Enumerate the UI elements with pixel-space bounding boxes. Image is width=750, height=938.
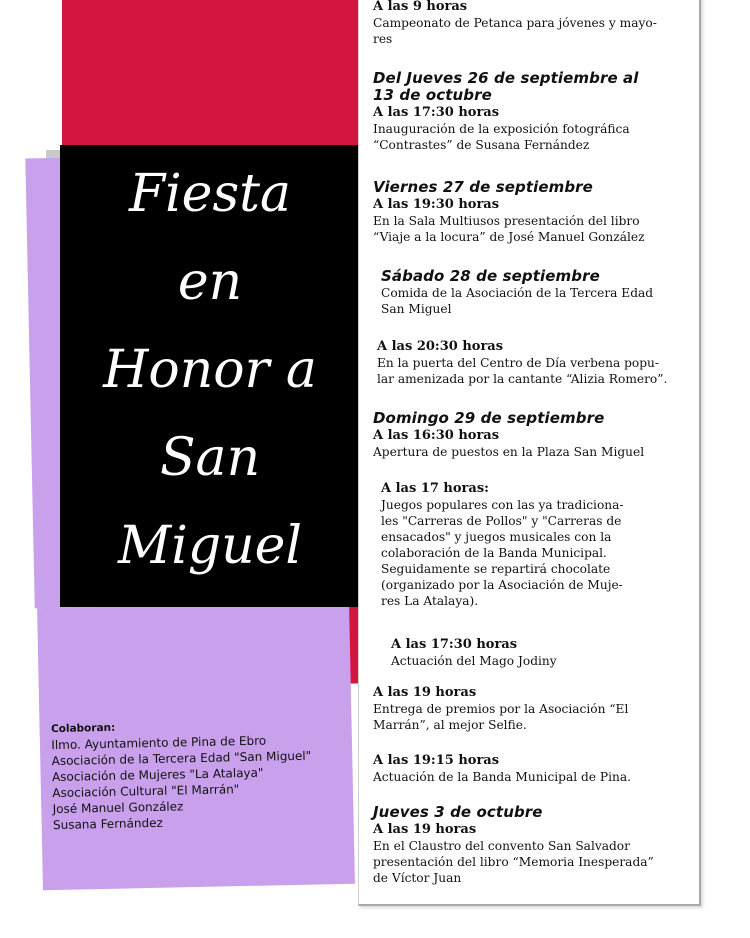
collaborator: Asociación de Mujeres "La Atalaya" [51, 765, 264, 785]
event-date: Jueves 3 de octubre [373, 803, 543, 821]
event-block [373, 684, 685, 733]
event-date: Del Jueves 26 de septiembre al 13 de octubre [373, 69, 639, 104]
title-line: Miguel [117, 516, 303, 576]
title-line: Honor a [103, 340, 317, 400]
event-block [373, 410, 685, 460]
collaborators-heading: Colaboran: [50, 721, 116, 736]
event-date: Domingo 29 de septiembre [373, 409, 605, 427]
event-description: Actuación del Mago Jodiny [391, 654, 557, 668]
event-description: En el Claustro del convento San Salvador presentación del libro “Memoria Inesperada” de Víctor Juan [373, 839, 654, 885]
event-description: Apertura de puestos en la Plaza San Miguel [373, 445, 645, 459]
event-block [381, 480, 657, 609]
title-line: San [159, 428, 261, 488]
event-description: En la Sala Multiusos presentación del libro “Viaje a la locura” de José Manuel González [373, 214, 645, 244]
event-date: Viernes 27 de septiembre [373, 178, 593, 196]
collaborators [51, 717, 348, 833]
event-description: Juegos populares con las ya tradiciona- les "Carreras de Pollos" y "Carreras de ensacados" y juegos musicales con la colaboración de la Banda Municipal. Seguidamente se repartirá chocolate (organizado por la Asociación de Muje- res La Atalaya). [381, 498, 624, 608]
event-block [373, 70, 685, 153]
collaborator: Susana Fernández [52, 815, 163, 833]
event-time: A las 9 horas [373, 0, 468, 14]
event-date: Sábado 28 de septiembre [381, 267, 600, 285]
title-line: Fiesta [128, 164, 292, 224]
event-block [373, 752, 685, 785]
title-line: en [177, 252, 243, 312]
event-description: Entrega de premios por la Asociación “El Marrán”, al mejor Selfie. [373, 702, 629, 732]
event-description: Inauguración de la exposición fotográfica “Contrastes” de Susana Fernández [373, 122, 630, 152]
event-description: En la puerta del Centro de Día verbena popu- lar amenizada por la cantante “Alizia Romero”. [377, 356, 668, 386]
event-time: A las 17 horas: [381, 481, 489, 496]
event-time: A las 19 horas [373, 685, 477, 700]
event-block [373, 0, 685, 47]
event-block [373, 804, 685, 886]
event-time: A las 19:30 horas [373, 197, 500, 212]
event-block [373, 179, 685, 245]
event-time: A las 20:30 horas [377, 339, 504, 354]
event-description: Campeonato de Petanca para jóvenes y mayo- res [373, 16, 657, 46]
collaborator: Asociación Cultural "El Marrán" [52, 782, 240, 801]
event-block [391, 636, 685, 669]
red-panel-top [62, 0, 360, 148]
event-description: Actuación de la Banda Municipal de Pina. [373, 770, 631, 784]
event-description: Comida de la Asociación de la Tercera Edad San Miguel [381, 286, 654, 316]
event-block [381, 268, 685, 317]
event-time: A las 19 horas [373, 822, 477, 837]
event-block [377, 338, 685, 387]
event-time: A las 17:30 horas [373, 105, 500, 120]
event-time: A las 16:30 horas [373, 428, 500, 443]
collaborator: Ilmo. Ayuntamiento de Pina de Ebro [51, 733, 267, 753]
collaborator: José Manuel González [52, 799, 184, 817]
collaborator: Asociación de la Tercera Edad "San Miguel" [51, 748, 312, 769]
poster-title [60, 150, 360, 590]
event-time: A las 19:15 horas [373, 753, 500, 768]
event-time: A las 17:30 horas [391, 637, 518, 652]
